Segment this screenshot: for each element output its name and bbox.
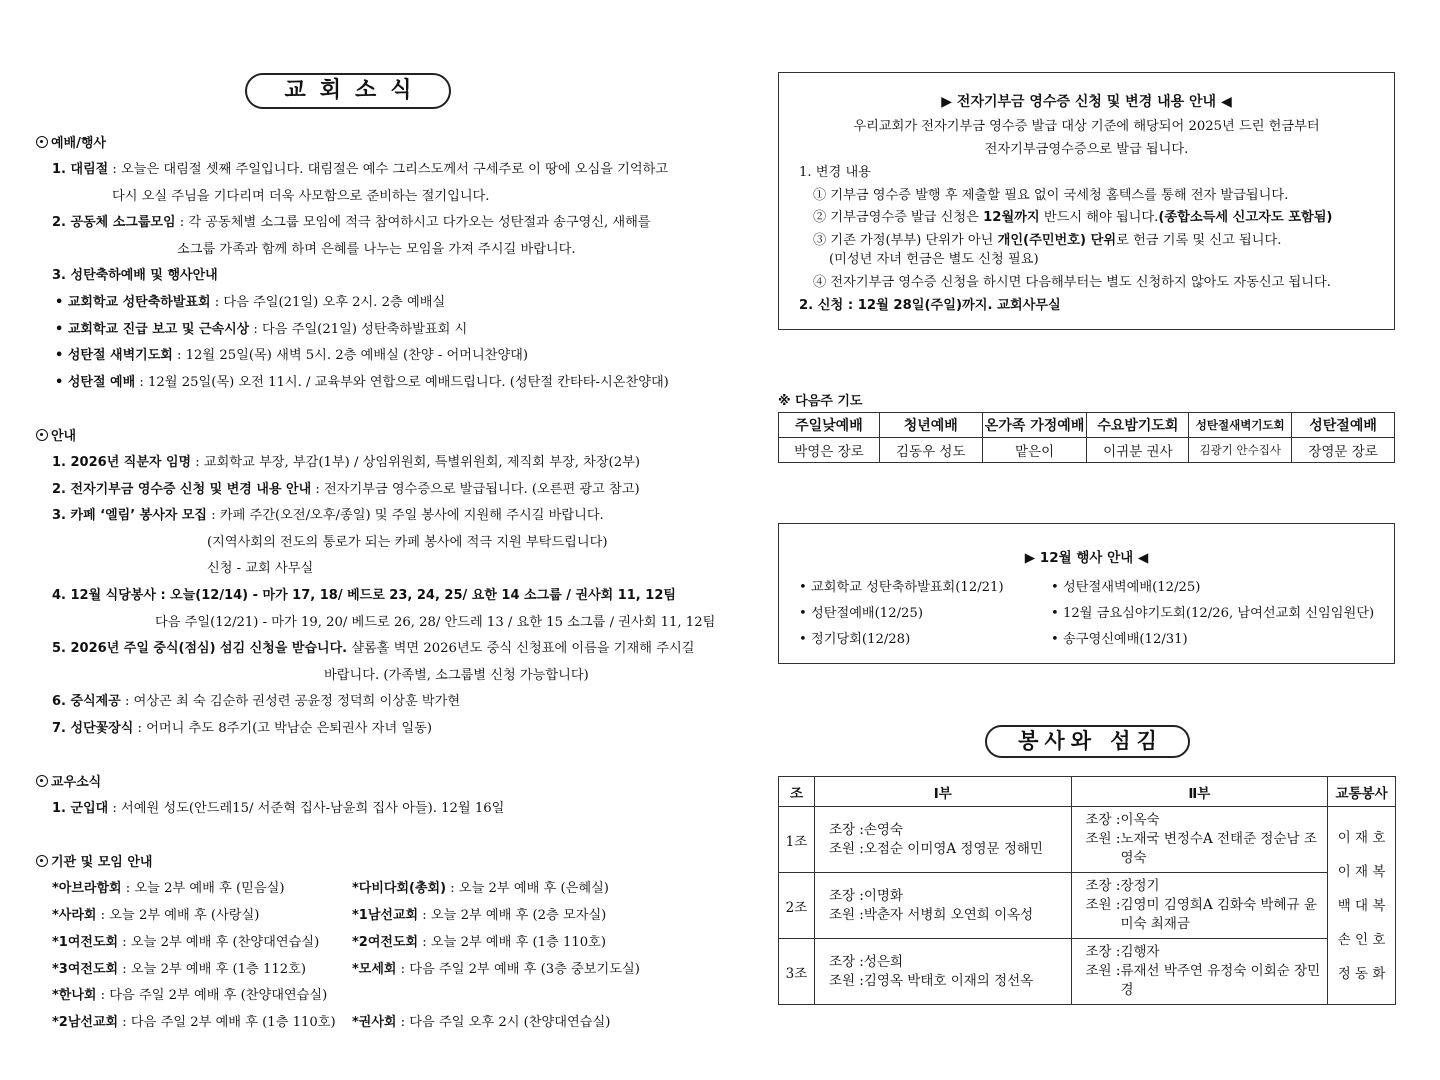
group-item: *한나회 : 다음 주일 2부 예배 후 (찬양대연습실): [52, 988, 328, 1003]
worship-item-1-cont: 다시 오실 주님을 기다리며 더욱 사모함으로 준비하는 절기입니다.: [112, 189, 490, 204]
notice-item-1: 1. 2026년 직분자 임명 : 교회학교 부장, 부감(1부) / 상임위원회, 특별위원회, 제직회 부장, 차장(2부): [52, 455, 640, 470]
receipt-change-1: ① 기부금 영수증 발행 후 제출할 필요 없이 국세청 홈텍스를 통해 전자 발급됩니다.: [813, 188, 1289, 203]
notice-item-4-cont: 다음 주일(12/21) - 마가 19, 20/ 베드로 26, 28/ 안드레 13 / 요한 15 소그룹 / 권사회 11, 12팀: [155, 615, 716, 630]
section-header-members: 교우소식: [36, 771, 101, 790]
group-item: *사라회 : 오늘 2부 예배 후 (사랑실): [52, 908, 260, 923]
notice-item-5-cont: 바랍니다. (가족별, 소그룹별 신청 가능합니다): [324, 668, 589, 683]
receipt-change-4: ④ 전자기부금 영수증 신청을 하시면 다음해부터는 별도 신청하지 않아도 자동신고 됩니다.: [813, 275, 1331, 290]
group-item: *권사회 : 다음 주일 오후 2시 (찬양대연습실): [352, 1015, 611, 1030]
prayer-name: 김동우 성도: [879, 438, 982, 463]
prayer-label: ※ 다음주 기도: [778, 394, 863, 409]
event-item: • 정기당회(12/28): [799, 632, 911, 647]
worship-item-2: 2. 공동체 소그룹모임 : 각 공동체별 소그룹 모임에 적극 참여하시고 다가오는 성탄절과 송구영신, 새해를: [52, 215, 651, 230]
service-part2-cell: 조장 : 이옥숙 조원 : 노재국 변정수A 전태준 정순남 조영숙: [1071, 807, 1328, 873]
receipt-title: ▶ 전자기부금 영수증 신청 및 변경 내용 안내 ◀: [941, 94, 1232, 110]
event-item: • 교회학교 성탄축하발표회(12/21): [799, 580, 1004, 595]
receipt-change-2: ② 기부금영수증 발급 신청은 12월까지 반드시 해야 됩니다.(종합소득세 신고자도 포함됨): [813, 210, 1333, 225]
notice-item-3-apply: 신청 - 교회 사무실: [207, 561, 314, 576]
event-item: • 12월 금요심야기도회(12/26, 남여선교회 신임임원단): [1051, 606, 1375, 621]
traffic-name: 손 인 호: [1337, 931, 1386, 948]
group-item: *2남선교회 : 다음 주일 2부 예배 후 (1층 110호): [52, 1015, 336, 1030]
christmas-bullet-2: • 교회학교 진급 보고 및 근속시상 : 다음 주일(21일) 성탄축하발표회 시: [55, 322, 468, 337]
christmas-bullet-1: • 교회학교 성탄축하발표회 : 다음 주일(21일) 오후 2시. 2층 예배실: [55, 295, 446, 310]
circle-dot-icon: [36, 775, 48, 787]
service-header-part2: Ⅱ부: [1071, 777, 1328, 807]
worship-item-1: 1. 대림절 : 오늘은 대림절 셋째 주일입니다. 대림절은 예수 그리스도께서 구세주로 이 땅에 오심을 기억하고: [52, 162, 669, 177]
prayer-header-row: [779, 413, 1395, 438]
worship-item-2-cont: 소그룹 가족과 함께 하며 은혜를 나누는 모임을 가져 주시길 바랍니다.: [177, 242, 576, 257]
service-part2-cell: 조장 : 김행자 조원 : 류재선 박주연 유정숙 이회순 장민경: [1071, 939, 1328, 1005]
prayer-table: [778, 412, 1395, 463]
receipt-change-3-cont: (미성년 자녀 헌금은 별도 신청 필요): [829, 252, 1039, 267]
traffic-name: 이 재 복: [1337, 863, 1386, 880]
event-item: • 성탄절새벽예배(12/25): [1051, 580, 1201, 595]
prayer-header: 성탄절예배: [1292, 413, 1395, 438]
group-item: *아브라함회 : 오늘 2부 예배 후 (믿음실): [52, 881, 285, 896]
worship-item-3: 3. 성탄축하예배 및 행사안내: [52, 268, 218, 283]
notice-item-3: 3. 카페 ‘엘림’ 봉사자 모집 : 카페 주간(오전/오후/종일) 및 주일 봉사에 지원해 주시길 바랍니다.: [52, 508, 604, 523]
circle-dot-icon: [36, 136, 48, 148]
group-item: *2여전도회 : 오늘 2부 예배 후 (1층 110호): [352, 935, 607, 950]
event-item: • 성탄절예배(12/25): [799, 606, 923, 621]
christmas-bullet-3: • 성탄절 새벽기도회 : 12월 25일(목) 새벽 5시. 2층 예배실 (찬양 - 어머니찬양대): [55, 348, 529, 363]
receipt-intro-1: 우리교회가 전자기부금 영수증 발급 대상 기준에 해당되어 2025년 드린 헌금부터: [853, 119, 1320, 134]
receipt-changes-label: 1. 변경 내용: [799, 165, 871, 180]
traffic-name: 백 대 복: [1337, 897, 1386, 914]
prayer-header: 청년예배: [879, 413, 982, 438]
traffic-service-cell: [1328, 807, 1396, 1005]
group-item: *1여전도회 : 오늘 2부 예배 후 (찬양대연습실): [52, 935, 320, 950]
notice-item-5: 5. 2026년 주일 중식(점심) 섬김 신청을 받습니다. 샬롬홀 벽면 2026년도 중식 신청표에 이름을 기재해 주시길: [52, 641, 695, 656]
service-part1-cell: 조장 : 이명화 조원 : 박춘자 서병희 오연희 이옥성: [814, 873, 1071, 939]
december-events-box: [778, 523, 1395, 664]
events-title: ▶ 12월 행사 안내 ◀: [1024, 550, 1149, 566]
service-part2-cell: 조장 : 장정기 조원 : 김영미 김영희A 김화숙 박혜규 윤미숙 최재금: [1071, 873, 1328, 939]
group-item: *모세회 : 다음 주일 2부 예배 후 (3층 중보기도실): [352, 962, 640, 977]
prayer-header: 수요밤기도회: [1087, 413, 1189, 438]
prayer-name: 김광기 안수집사: [1189, 438, 1292, 463]
service-part1-cell: 조장 : 성은희 조원 : 김영옥 박태호 이재의 정선옥: [814, 939, 1071, 1005]
section-header-groups: 기관 및 모임 안내: [36, 851, 152, 870]
section-header-notice: 안내: [36, 425, 76, 444]
notice-item-7: 7. 성단꽃장식 : 어머니 추도 8주기(고 박남순 은퇴권사 자녀 일동): [52, 721, 433, 736]
prayer-name-row: [779, 438, 1395, 463]
service-table: [778, 776, 1396, 1005]
prayer-name: 장영문 장로: [1292, 438, 1395, 463]
service-title: 봉사와 섬김: [985, 725, 1190, 758]
notice-item-6: 6. 중식제공 : 여상곤 최 숙 김순하 권성련 공윤정 정덕희 이상훈 박가현: [52, 694, 461, 709]
prayer-name: 이귀분 권사: [1087, 438, 1189, 463]
prayer-name: 박영은 장로: [779, 438, 880, 463]
circle-dot-icon: [36, 429, 48, 441]
event-item: • 송구영신예배(12/31): [1051, 632, 1188, 647]
prayer-header: 성탄절새벽기도회: [1189, 413, 1292, 438]
service-header-row: [779, 777, 1396, 807]
prayer-header: 온가족 가정예배: [982, 413, 1087, 438]
notice-item-3-cont: (지역사회의 전도의 통로가 되는 카페 봉사에 적극 지원 부탁드립니다): [207, 535, 608, 550]
service-group: 2조: [779, 873, 815, 939]
traffic-name: 이 재 호: [1337, 829, 1386, 846]
notice-item-2: 2. 전자기부금 영수증 신청 및 변경 내용 안내 : 전자기부금 영수증으로 발급됩니다. (오른편 광고 참고): [52, 482, 640, 497]
service-row: [779, 939, 1396, 1005]
service-row: [779, 807, 1396, 873]
group-item: *다비다회(총회) : 오늘 2부 예배 후 (은혜실): [352, 881, 609, 896]
section-header-worship: 예배/행사: [36, 132, 106, 151]
christmas-bullet-4: • 성탄절 예배 : 12월 25일(목) 오전 11시. / 교육부와 연합으로 예배드립니다. (성탄절 칸타타-시온찬양대): [55, 375, 669, 390]
service-group: 3조: [779, 939, 815, 1005]
page-title-church-news: 교회소식: [245, 73, 451, 109]
receipt-notice-box: [778, 72, 1395, 330]
group-item: *1남선교회 : 오늘 2부 예배 후 (2층 모자실): [352, 908, 607, 923]
receipt-intro-2: 전자기부금영수증으로 발급 됩니다.: [984, 142, 1189, 157]
traffic-name: 정 동 화: [1337, 965, 1386, 982]
service-group: 1조: [779, 807, 815, 873]
group-item: *3여전도회 : 오늘 2부 예배 후 (1층 112호): [52, 962, 307, 977]
service-part1-cell: 조장 : 손영숙 조원 : 오점순 이미영A 정영문 정해민: [814, 807, 1071, 873]
prayer-header: 주일낮예배: [779, 413, 880, 438]
receipt-change-3: ③ 기존 가정(부부) 단위가 아닌 개인(주민번호) 단위로 헌금 기록 및 신고 됩니다.: [813, 233, 1282, 248]
service-header-traffic: 교통봉사: [1328, 777, 1396, 807]
notice-item-4: 4. 12월 식당봉사 : 오늘(12/14) - 마가 17, 18/ 베드로 23, 24, 25/ 요한 14 소그룹 / 권사회 11, 12팀: [52, 588, 676, 603]
service-header-group: 조: [779, 777, 815, 807]
members-item-1: 1. 군입대 : 서예원 성도(안드레15/ 서준혁 집사-남윤희 집사 아들). 12월 16일: [52, 801, 505, 816]
service-row: [779, 873, 1396, 939]
circle-dot-icon: [36, 855, 48, 867]
service-header-part1: Ⅰ부: [814, 777, 1071, 807]
prayer-name: 맡은이: [982, 438, 1087, 463]
receipt-apply: 2. 신청 : 12월 28일(주일)까지. 교회사무실: [799, 298, 1061, 313]
